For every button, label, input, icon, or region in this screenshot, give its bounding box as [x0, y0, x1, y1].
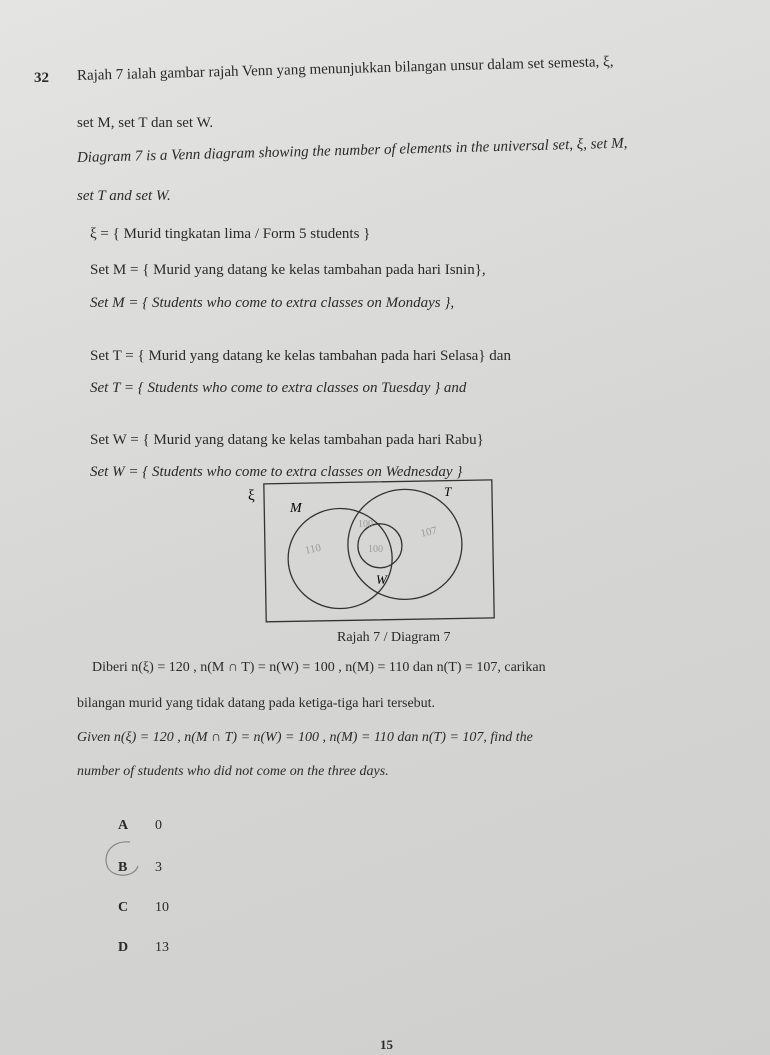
- universal-label: ξ: [248, 488, 255, 504]
- given-malay-line2: bilangan murid yang tidak datang pada ketiga-tiga hari tersebut.: [77, 696, 436, 711]
- venn-diagram: [230, 470, 510, 650]
- set-t-english: Set T = { Students who come to extra classes on Tuesday } and: [90, 380, 467, 396]
- pencil-note-w: 100: [368, 544, 383, 555]
- option-letter: A: [118, 818, 129, 833]
- english-intro-line2: set T and set W.: [77, 188, 171, 204]
- set-m-malay: Set M = { Murid yang datang ke kelas tambahan pada hari Isnin},: [90, 262, 486, 278]
- set-w-malay: Set W = { Murid yang datang ke kelas tambahan pada hari Rabu}: [90, 432, 484, 448]
- option-letter: C: [118, 900, 129, 915]
- option-value: 3: [155, 860, 162, 875]
- set-m-english: Set M = { Students who come to extra classes on Mondays },: [90, 295, 455, 311]
- malay-intro-line1: Rajah 7 ialah gambar rajah Venn yang menunjukkan bilangan unsur dalam set semesta, ξ,: [76, 53, 614, 84]
- english-intro-line1: Diagram 7 is a Venn diagram showing the number of elements in the universal set, ξ, set M,: [76, 135, 628, 166]
- pencil-note-t: 107: [419, 524, 439, 540]
- option-value: 0: [155, 818, 162, 833]
- diagram-caption: Rajah 7 / Diagram 7: [337, 630, 451, 645]
- given-english-line2: number of students who did not come on the three days.: [77, 764, 389, 779]
- given-english-line1: Given n(ξ) = 120 , n(M ∩ T) = n(W) = 100 , n(M) = 110 dan n(T) = 107, find the: [77, 730, 533, 745]
- given-malay-line1: Diberi n(ξ) = 120 , n(M ∩ T) = n(W) = 100 , n(M) = 110 dan n(T) = 107, carikan: [92, 660, 546, 675]
- option-letter: D: [118, 940, 129, 955]
- set-m-circle: [287, 508, 393, 610]
- label-m: M: [290, 501, 302, 516]
- option-value: 10: [155, 900, 169, 915]
- malay-intro-line2: set M, set T dan set W.: [77, 115, 214, 131]
- pencil-note-m: 110: [303, 541, 323, 557]
- page-number: 15: [380, 1037, 393, 1052]
- set-t-circle: [347, 488, 463, 600]
- universal-set-definition: ξ = { Murid tingkatan lima / Form 5 students }: [90, 226, 371, 242]
- set-w-english: Set W = { Students who come to extra classes on Wednesday }: [90, 464, 463, 480]
- option-value: 13: [155, 940, 169, 955]
- pencil-note-mt: 100: [358, 519, 373, 530]
- question-number: 32: [34, 70, 49, 86]
- label-w: W: [376, 572, 387, 587]
- option-letter: B: [118, 860, 128, 875]
- label-t: T: [444, 484, 452, 499]
- set-t-malay: Set T = { Murid yang datang ke kelas tambahan pada hari Selasa} dan: [90, 348, 511, 364]
